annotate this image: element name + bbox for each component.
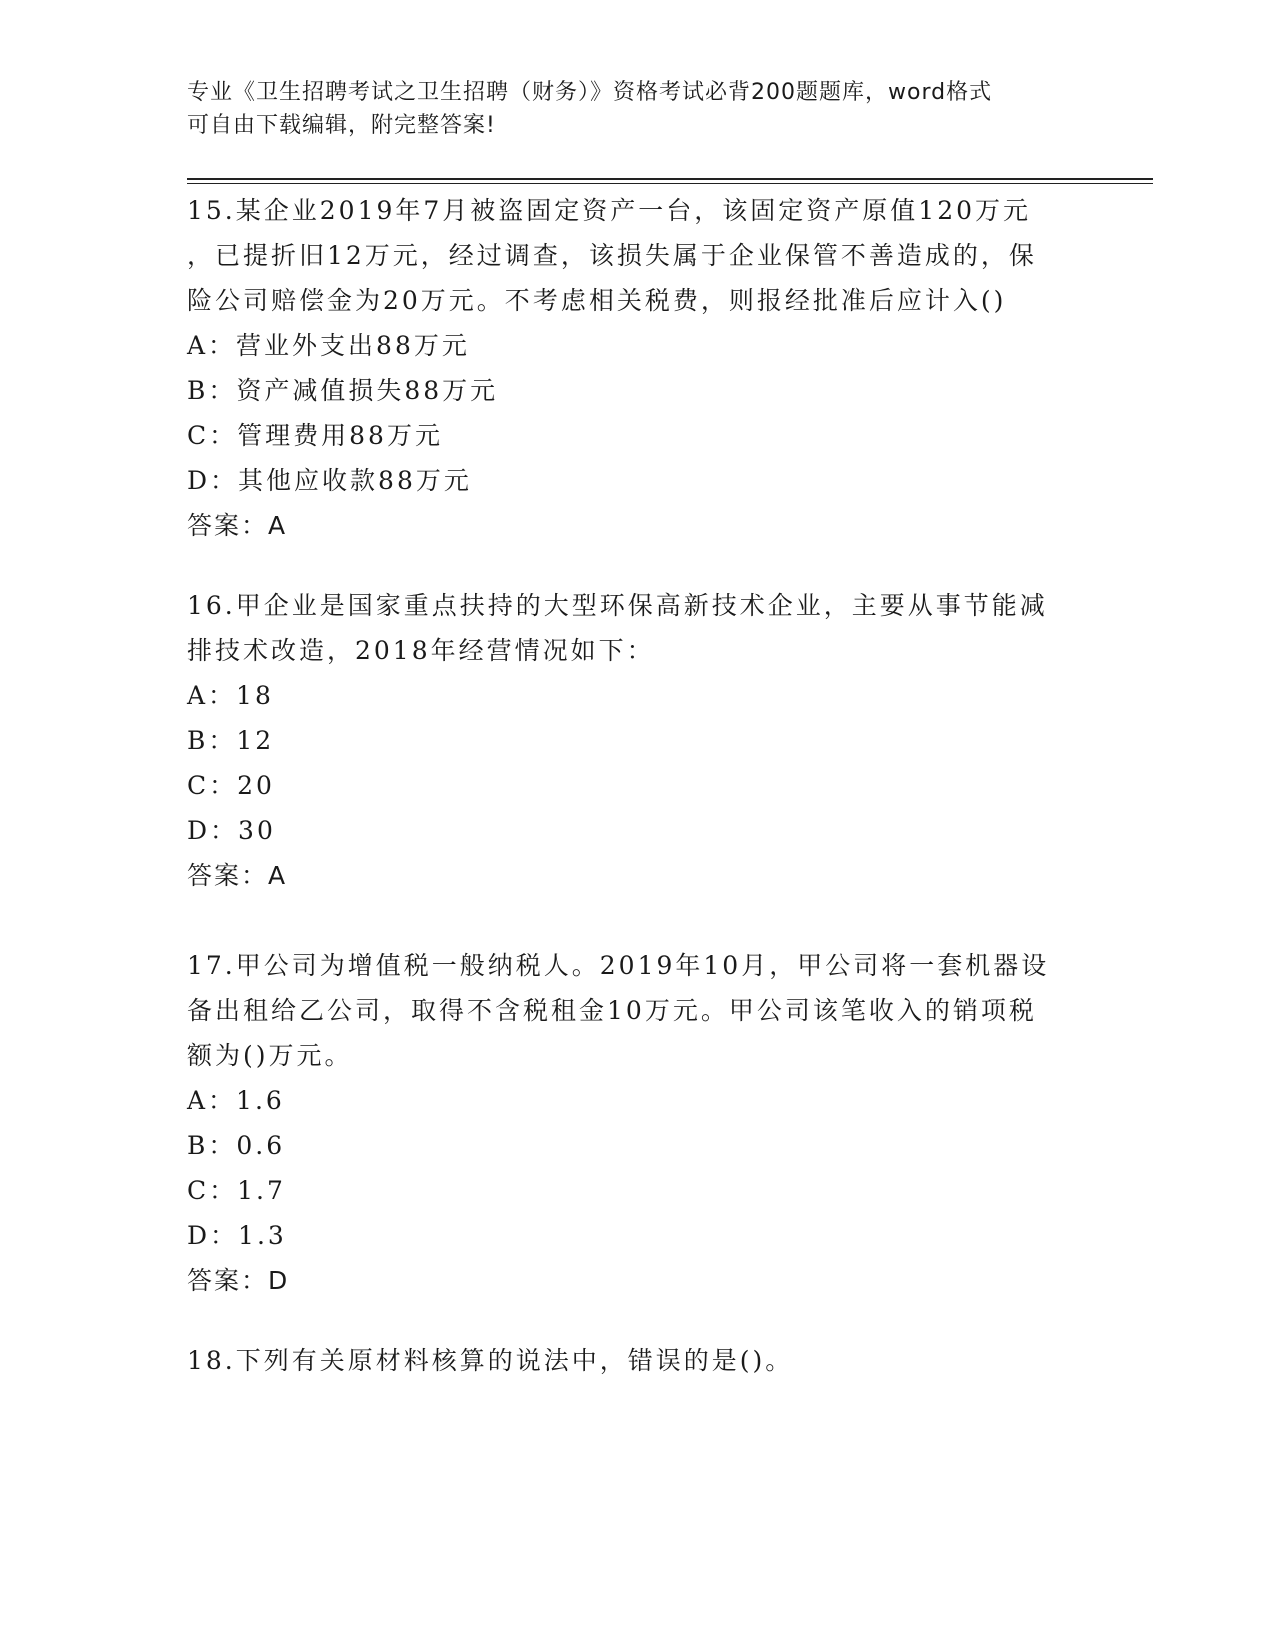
option-d: D：其他应收款88万元 xyxy=(187,466,472,495)
question-15 xyxy=(187,188,1087,548)
header-title-line-2: 可自由下载编辑，附完整答案! xyxy=(187,113,496,138)
header-title-line-1: 专业《卫生招聘考试之卫生招聘（财务）》资格考试必背200题题库，word格式 xyxy=(187,80,993,105)
document-header xyxy=(187,76,1087,142)
question-18 xyxy=(187,1338,1087,1383)
question-text-line: 17.甲公司为增值税一般纳税人。2019年10月，甲公司将一套机器设 xyxy=(187,951,1050,980)
question-text-line: 额为()万元。 xyxy=(187,1041,353,1070)
question-text-line: 18.下列有关原材料核算的说法中，错误的是()。 xyxy=(187,1346,794,1375)
option-a: A：1.6 xyxy=(187,1086,285,1115)
answer-label: 答案：A xyxy=(187,861,288,890)
option-c: C：管理费用88万元 xyxy=(187,421,443,450)
option-a: A：营业外支出88万元 xyxy=(187,331,470,360)
option-b: B：资产减值损失88万元 xyxy=(187,376,499,405)
question-text-line: 备出租给乙公司，取得不含税租金10万元。甲公司该笔收入的销项税 xyxy=(187,996,1037,1025)
option-c: C：1.7 xyxy=(187,1176,286,1205)
question-text-line: 15.某企业2019年7月被盗固定资产一台，该固定资产原值120万元 xyxy=(187,196,1032,225)
option-a: A：18 xyxy=(187,681,274,710)
question-text-line: 16.甲企业是国家重点扶持的大型环保高新技术企业，主要从事节能减 xyxy=(187,591,1048,620)
option-d: D：30 xyxy=(187,816,276,845)
option-b: B：0.6 xyxy=(187,1131,286,1160)
option-b: B：12 xyxy=(187,726,275,755)
question-16 xyxy=(187,583,1087,898)
header-divider-thin xyxy=(187,183,1153,184)
question-text-line: 排技术改造，2018年经营情况如下： xyxy=(187,636,655,665)
question-text-line: 险公司赔偿金为20万元。不考虑相关税费，则报经批准后应计入() xyxy=(187,286,1007,315)
option-d: D：1.3 xyxy=(187,1221,287,1250)
question-17 xyxy=(187,943,1087,1303)
answer-label: 答案：A xyxy=(187,511,288,540)
question-text-line: ，已提折旧12万元，经过调查，该损失属于企业保管不善造成的，保 xyxy=(187,241,1037,270)
answer-label: 答案：D xyxy=(187,1266,290,1295)
option-c: C：20 xyxy=(187,771,275,800)
header-divider-thick xyxy=(187,178,1153,180)
